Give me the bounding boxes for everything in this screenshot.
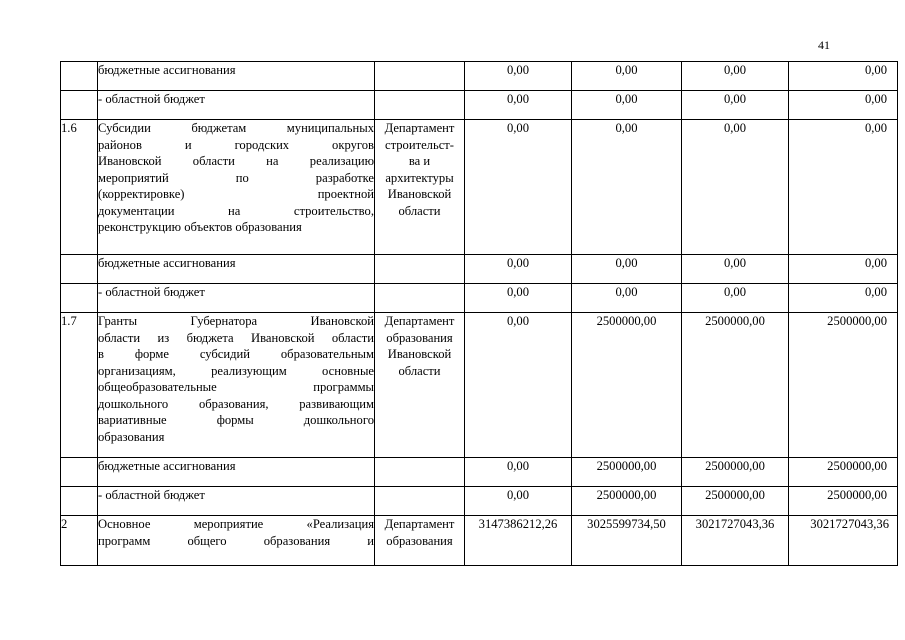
row-name-line: программ общего образования и	[98, 533, 374, 548]
row-name	[98, 284, 375, 313]
row-department	[375, 284, 465, 313]
row-name-line: (корректировке) проектной	[98, 187, 374, 201]
row-name-line: бюджетные ассигнования	[98, 63, 236, 77]
row-name	[98, 120, 375, 255]
row-name-line: районов и городских округов	[98, 137, 374, 152]
row-value-4: 0,00	[789, 284, 898, 313]
row-value-2: 0,00	[572, 62, 682, 91]
row-name-line: общеобразовательные программы	[98, 380, 374, 394]
row-department-line: образования	[386, 533, 453, 548]
row-value-2: 2500000,00	[572, 458, 682, 487]
row-value-4: 0,00	[789, 62, 898, 91]
row-name-line: Ивановской области на реализацию	[98, 154, 374, 168]
row-number: 2	[61, 516, 98, 566]
row-value-3: 0,00	[682, 255, 789, 284]
table-row	[61, 458, 898, 487]
row-name-line: в форме субсидий образовательным	[98, 347, 374, 361]
row-department	[375, 487, 465, 516]
row-value-2: 3025599734,50	[572, 516, 682, 566]
row-value-3: 2500000,00	[682, 313, 789, 458]
row-name-line: - областной бюджет	[98, 92, 205, 106]
budget-table	[60, 61, 898, 566]
row-value-2: 2500000,00	[572, 313, 682, 458]
row-value-1: 0,00	[465, 255, 572, 284]
row-value-3: 0,00	[682, 91, 789, 120]
row-department-line: архитектуры	[385, 170, 454, 185]
row-number	[61, 458, 98, 487]
row-number	[61, 91, 98, 120]
table-row	[61, 487, 898, 516]
row-department-line: области	[398, 363, 441, 378]
row-name	[98, 62, 375, 91]
row-department-line: области	[398, 203, 441, 218]
row-value-4: 3021727043,36	[789, 516, 898, 566]
row-value-1: 0,00	[465, 313, 572, 458]
row-name-line: документации на строительство,	[98, 203, 374, 218]
row-value-2: 0,00	[572, 255, 682, 284]
row-name-line: - областной бюджет	[98, 285, 205, 299]
row-name	[98, 313, 375, 458]
row-number	[61, 62, 98, 91]
row-number: 1.7	[61, 313, 98, 458]
row-number	[61, 487, 98, 516]
row-value-1: 0,00	[465, 487, 572, 516]
table-row	[61, 516, 898, 566]
table-row	[61, 255, 898, 284]
row-name-line: Субсидии бюджетам муниципальных	[98, 121, 374, 135]
row-name	[98, 458, 375, 487]
table-body	[61, 62, 898, 566]
row-value-2: 0,00	[572, 91, 682, 120]
row-department-line: Департамент	[384, 121, 455, 135]
row-value-4: 2500000,00	[789, 313, 898, 458]
table-row	[61, 62, 898, 91]
table-row	[61, 91, 898, 120]
row-name-line: мероприятий по разработке	[98, 170, 374, 185]
row-department-line: образования	[386, 330, 453, 345]
row-department	[375, 516, 465, 566]
row-department	[375, 91, 465, 120]
row-name-line: дошкольного образования, развивающим	[98, 396, 374, 411]
row-value-3: 0,00	[682, 284, 789, 313]
row-department	[375, 313, 465, 458]
row-value-3: 3021727043,36	[682, 516, 789, 566]
row-value-4: 0,00	[789, 255, 898, 284]
row-name-line: Основное мероприятие «Реализация	[98, 517, 374, 531]
row-value-2: 0,00	[572, 284, 682, 313]
row-number: 1.6	[61, 120, 98, 255]
row-value-4: 0,00	[789, 120, 898, 255]
row-department-line: Департамент	[384, 314, 455, 328]
table-row	[61, 284, 898, 313]
row-department-line: Департамент	[384, 517, 455, 531]
row-value-1: 0,00	[465, 120, 572, 255]
row-name-line: вариативные формы дошкольного	[98, 413, 374, 427]
row-value-4: 2500000,00	[789, 458, 898, 487]
row-value-4: 0,00	[789, 91, 898, 120]
row-value-2: 0,00	[572, 120, 682, 255]
row-department	[375, 458, 465, 487]
row-name	[98, 255, 375, 284]
row-name	[98, 516, 375, 566]
row-department-line: Ивановской	[387, 347, 452, 361]
row-department-line: Ивановской	[387, 187, 452, 201]
row-number	[61, 255, 98, 284]
row-department-line: строительст-	[385, 137, 454, 152]
row-value-2: 2500000,00	[572, 487, 682, 516]
row-value-3: 2500000,00	[682, 458, 789, 487]
row-value-3: 0,00	[682, 62, 789, 91]
row-name-line: области из бюджета Ивановской области	[98, 330, 374, 345]
row-department	[375, 255, 465, 284]
row-name-line: - областной бюджет	[98, 488, 205, 502]
row-name-line: Гранты Губернатора Ивановской	[98, 314, 374, 328]
row-value-3: 2500000,00	[682, 487, 789, 516]
row-value-1: 0,00	[465, 458, 572, 487]
table-row	[61, 313, 898, 458]
row-name	[98, 91, 375, 120]
row-name-line: образования	[98, 429, 165, 444]
page-number: 41	[818, 38, 830, 52]
row-value-3: 0,00	[682, 120, 789, 255]
row-name-line: бюджетные ассигнования	[98, 256, 236, 270]
row-name-line: бюджетные ассигнования	[98, 459, 236, 473]
row-number	[61, 284, 98, 313]
row-department	[375, 62, 465, 91]
row-value-1: 0,00	[465, 284, 572, 313]
row-name-line: реконструкцию объектов образования	[98, 220, 302, 234]
row-department-line: ва и	[408, 154, 431, 168]
row-name	[98, 487, 375, 516]
table-row	[61, 120, 898, 255]
row-value-4: 2500000,00	[789, 487, 898, 516]
row-department	[375, 120, 465, 255]
row-value-1: 3147386212,26	[465, 516, 572, 566]
row-value-1: 0,00	[465, 91, 572, 120]
row-value-1: 0,00	[465, 62, 572, 91]
row-name-line: организациям, реализующим основные	[98, 363, 374, 378]
